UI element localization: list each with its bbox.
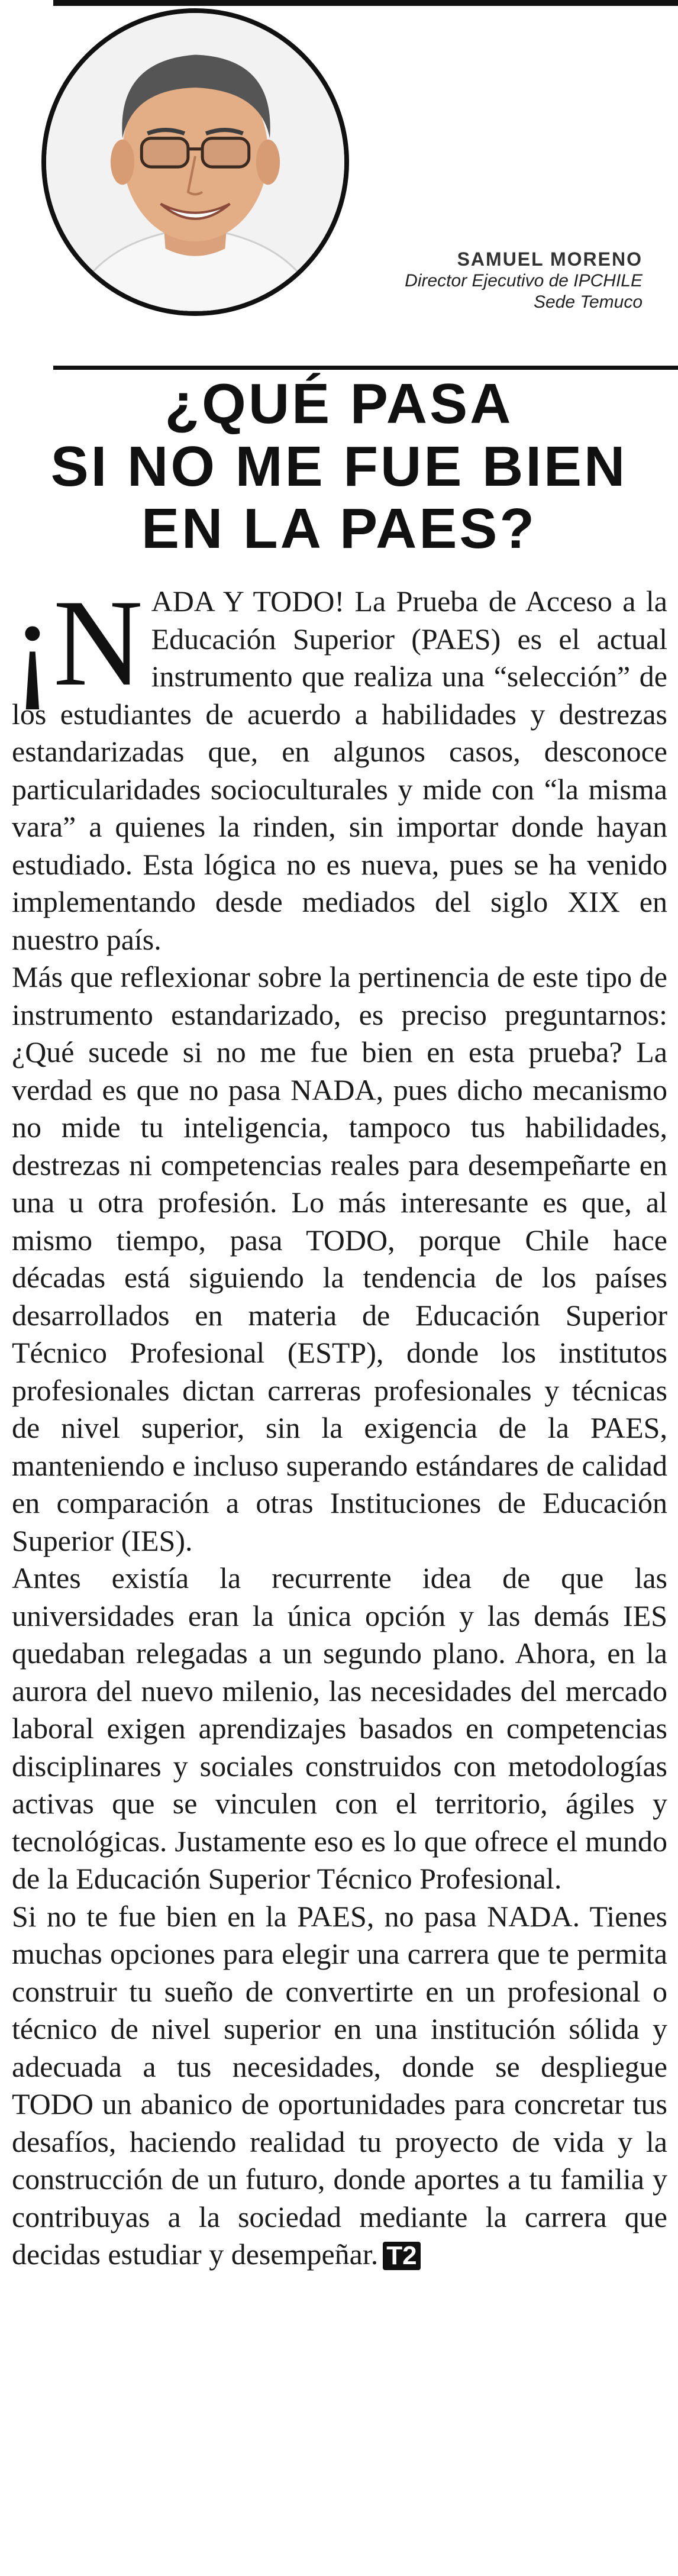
end-mark-logo: T2 (383, 2242, 420, 2270)
paragraph-1-text: ADA Y TODO! La Prueba de Acceso a la Educación Superior (PAES) es el actual instrumento que realiza una “selección” de los estudiantes de acuerdo a habilidades y destrezas estandarizadas que, en algunos casos, desconoce particularidades socioculturales y mide con “la misma vara” a quienes la rinden, sin importar donde hayan estudiado. Esta lógica no es nueva, pues se ha venido implementando desde mediados del siglo XIX en nuestro país. (12, 585, 667, 956)
author-site: Sede Temuco (533, 292, 643, 312)
author-role: Director Ejecutivo de IPCHILE (405, 271, 643, 290)
headline-line-3: EN LA PAES? (141, 497, 537, 561)
headline-line-2: SI NO ME FUE BIEN (50, 434, 628, 498)
author-photo (41, 8, 349, 316)
paragraph-2: Más que reflexionar sobre la pertinencia de este tipo de instrumento estandarizado, es preciso preguntarnos: ¿Qué sucede si no me fue bien en esta prueba? La verdad es que no pasa NADA, pues dicho mecanismo no mide tu inteligencia, tampoco tus habilidades, destrezas ni competencias reales para desempeñarte en una u otra profesión. Lo más interesante es que, al mismo tiempo, pasa TODO, porque Chile hace décadas está siguiendo la tendencia de los países desarrollados en materia de Educación Superior Técnico Profesional (ESTP), donde los institutos profesionales dictan carreras profesionales y técnicas de nivel superior, sin la exigencia de la PAES, manteniendo e incluso superando estándares de calidad en comparación a otras Instituciones de Educación Superior (IES). (12, 960, 667, 1557)
author-byline (405, 248, 643, 313)
paragraph-4 (12, 1898, 667, 2274)
paragraph-1 (12, 574, 667, 958)
article-body (12, 574, 667, 2558)
headline (0, 373, 678, 560)
top-rule (53, 0, 678, 6)
paragraph-4-text: Si no te fue bien en la PAES, no pasa NADA. Tienes muchas opciones para elegir una carrera que te permita construir tu sueño de convertirte en un profesional o técnico de nivel superior en una institución sólida y adecuada a tus necesidades, donde se despliegue TODO un abanico de oportunidades para concretar tus desafíos, haciendo realidad tu proyecto de vida y la construcción de un futuro, donde aportes a tu familia y contribuyas a la sociedad mediante la carrera que decidas estudiar y desempeñar. (12, 1899, 667, 2271)
headline-line-1: ¿QUÉ PASA (164, 372, 514, 435)
author-name: SAMUEL MORENO (457, 248, 643, 270)
drop-cap: ¡N (12, 574, 143, 712)
headline-rule (53, 366, 678, 370)
paragraph-3: Antes existía la recurrente idea de que las universidades eran la única opción y las demás IES quedaban relegadas a un segundo plano. Ahora, en la aurora del nuevo milenio, las necesidades del mercado laboral exigen aprendizajes basados en competencias disciplinares y sociales construidos con metodologías activas que se vinculen con el territorio, ágiles y tecnológicas. Justamente eso es lo que ofrece el mundo de la Educación Superior Técnico Profesional. (12, 1561, 667, 1895)
